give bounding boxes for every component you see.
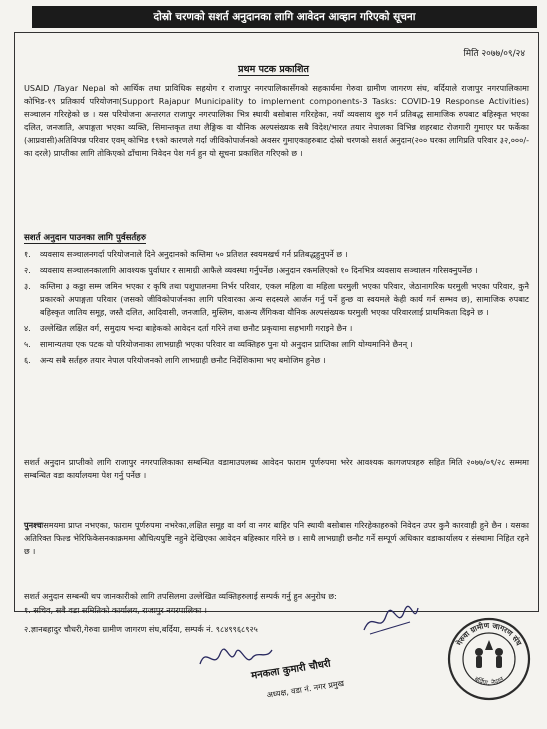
conditions-heading — [24, 232, 529, 245]
condition-number: ६. — [24, 355, 31, 365]
condition-number: ४. — [24, 323, 31, 333]
postscript-paragraph — [24, 519, 529, 558]
condition-number: २. — [24, 265, 31, 275]
condition-text: अन्य सबै सर्तहरु तयार नेपाल परियोजनको लागि लाभग्राही छनौट निर्देशिकामा भए बमोजिम हुनेछ । — [40, 355, 326, 365]
signature-mark-upper — [360, 600, 420, 640]
condition-item — [24, 354, 529, 367]
publication-heading — [0, 62, 547, 75]
condition-text: उल्लेखित लक्षित वर्ग, समुदाय भन्दा बाहेकको आवेदन दर्ता गरिने तथा छनौट प्रकृयामा सहभागी गराइने छैन । — [40, 323, 353, 333]
contact-item: २.ज्ञानबहादुर चौधरी,गेरुवा ग्रामीण जागरण संघ,बर्दिया, सम्पर्क नं. ९८४९९६८९२५ — [24, 624, 258, 634]
intro-paragraph: USAID /Tayar Nepal को आर्थिक तथा प्राविधिक सहयोग र राजापुर नगरपालिकासँगको सहकार्यमा गेरुवा ग्रामीण जागरण संघ, बर्दियाले राजापुर नगरपालिकामा कोभिड-१९ प्रतिकार्य परियोजना(Support Rajapur Municipality to implement components-3 Tasks: COVID-19 Response Activities) सञ्चालन गरिरहेको छ । यस परियोजना अन्तरगत राजापुर नगरपालिका भित्र स्थायी बसोबास गरिरहेका, नयाँ व्यवसाय शुरु गर्न प्रतिबद्ध सामाजिक रुपबाट बहिस्कृत भएका दलित, जनजाति, अपाङ्गता भएका व्यक्ति, सिमान्तकृत तथा लैङ्गिक वा यौनिक अल्पसंख्यक सबै विदेश/भारत तयार नेपालका विभिन्न शहरबाट रोजगारी गुमाएर घर फर्केका (आप्रवासी)अतिविपन्न परिवार एवम् कोभिड १९को कारणले गर्दा जीविकोपार्जनको अवसर गुमाएकाहरुबाट दोस्रो चरणको सशर्त अनुदान(२०० घरका लागिप्रति परिवार ३२,०००/-का दरले) प्राप्तीका लागि तोकिएको ढाँचामा निवेदन पेश गर्न हुन यो सूचना प्रकाशित गरिएको छ । — [24, 83, 529, 158]
contact-item: १. सचिव, सबै वडा समितिको कार्यालय, राजापुर नगरपालिका । — [24, 605, 207, 615]
condition-text: कम्तिमा ३ कठ्ठा सम्म जमिन भएका र कृषि तथा पशुपालनमा निर्भर परिवार, एकल महिला वा महिला घरमुली भएका परिवार, जेठानागरिक घरमुली भएका परिवार, कुनै प्रकारको अपाङ्गता परिवार (जसको जीविकोपार्जनका लागि परिवारका अन्य सदस्यले आर्जन गर्नु पर्ने हुन्छ वा स्वयमले केही कार्य गर्न सम्भव छ), सामाजिक रुपबाट बहिस्कृत जातिय समूह, जस्तै दलित, आदिवासी, जनजाति, मुस्लिम, वाअन्य लैंगिकवा यौनिक अल्पसंख्यक घरमुली भएका परिवारलाई प्राथमिकता दिइने छ । — [40, 281, 529, 317]
condition-number: ५. — [24, 339, 31, 349]
publication-heading-text: प्रथम पटक प्रकाशित — [238, 64, 309, 75]
notice-banner — [32, 6, 537, 28]
conditions-heading-text: सशर्त अनुदान पाउनका लागि पुर्वसर्तहरु — [24, 233, 147, 243]
condition-item — [24, 338, 529, 351]
organization-seal — [446, 616, 532, 702]
postscript-text: समयमा प्राप्त नभएका, फाराम पूर्णरुपमा नभरेका,लक्षित समूह वा वर्ग वा नगर बाहिर पनि स्थायी बसोबास गरिरहेकाहरुको निवेदन उपर कुनै कारवाही हुने छैन । यसका अतिरिक्त फिल्ड भेरिफिकेसनकाक्रममा औचित्यपुष्टि नहुने देखिएका आवेदन बहिस्कार गरिने छ । साथै लाभग्राही छनौट गर्ने सम्पूर्ण अधिकार वडाकार्यालय र संस्थामा निहित रहने छ । — [24, 520, 529, 556]
seal-top-text: गेरुवा ग्रामीण जागरण संघ — [454, 620, 524, 648]
condition-item — [24, 264, 529, 277]
signer-title: अध्यक्ष, वडा नं. नगर प्रमुख — [266, 678, 345, 700]
banner-title: दोस्रो चरणको सशर्त अनुदानका लागि आवेदन आव्हान गरिएको सूचना — [153, 11, 416, 23]
condition-number: ३. — [24, 281, 31, 291]
condition-item — [24, 248, 529, 261]
condition-number: १. — [24, 249, 31, 259]
contact-intro: सशर्त अनुदान सम्बन्धी थप जानकारीको लागि तपसिलमा उल्लेखित व्यक्तिहरुलाई सम्पर्क गर्नु हुन अनुरोध छ: — [24, 591, 337, 601]
postscript-label: पुनश्चः — [24, 520, 44, 530]
condition-item — [24, 280, 529, 319]
condition-item — [24, 322, 529, 335]
notice-date: मिति २०७७/०९/२४ — [463, 49, 525, 59]
condition-text: व्यवसाय सञ्चालनकालागि आवश्यक पुर्वाधार र सामाग्री आफैले व्यवस्था गर्नुपर्नेछ ।अनुदान रकमलिएको १० दिनभित्र व्यवसाय सञ्चालन गरिसक्नुपर्नेछ । — [40, 265, 478, 275]
conditions-list — [24, 248, 529, 370]
contact-list — [24, 604, 394, 642]
seal-bottom-text: बर्दिया, नेपाल — [472, 674, 506, 687]
condition-text: व्यवसाय सञ्चालनगर्दा परियोजनाले दिने अनुदानको कम्तिमा ५० प्रतिशत स्वयमखर्च गर्न प्रतिबद्धहुनुपर्ने छ । — [40, 249, 348, 259]
condition-text: सामान्यतया एक पटक यो परियोजनाका लाभग्राही भएका परिवार वा व्यक्तिहरु पुनः यो अनुदान प्राप्तिका लागि योग्यमानिने छैनन् । — [40, 339, 413, 349]
svg-text:बर्दिया, नेपाल — [473, 675, 506, 687]
submission-paragraph: सशर्त अनुदान प्राप्तीको लागि राजापुर नगरपालिकाका सम्बन्धित वडामाउपलब्ध आवेदन फाराम पूर्णरुपमा भरेर आवश्यक कागजपत्रहरु सहित मिति २०७७/०९/२८ सम्ममा सम्बन्धित वडा कार्यालयमा पेश गर्नु पर्नेछ । — [24, 457, 529, 480]
signer-name: मनकला कुमारी चौधरी — [250, 658, 332, 682]
